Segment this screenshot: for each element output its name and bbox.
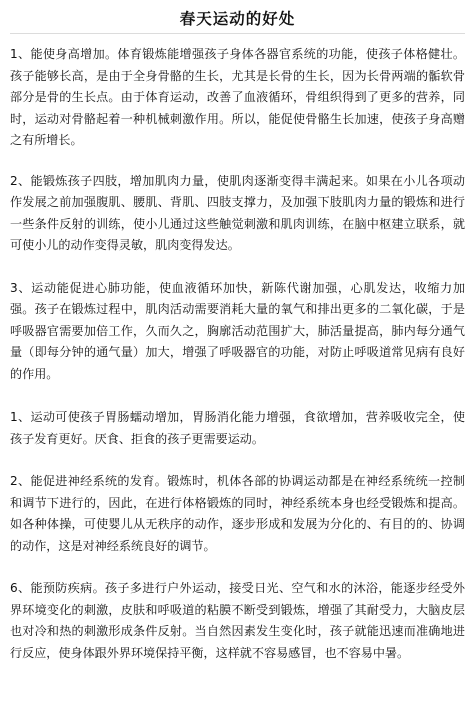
paragraph-digestion: 1、运动可使孩子胃肠蠕动增加，胃肠消化能力增强，食欲增加，营养吸收完全，使孩子发育更好。厌食、拒食的孩子更需要运动。	[10, 410, 465, 446]
paragraph-nervous-system: 2、能促进神经系统的发育。锻炼时，机体各部的协调运动都是在神经系统统一控制和调节下进行的，因此，在进行体格锻炼的同时，神经系统本身也经受锻炼和提高。如各种体操，可使婴儿从无秩序的动作，逐步形成和发展为分化的、有目的的、协调的动作，这是对神经系统良好的调节。	[10, 474, 465, 553]
article-title: 春天运动的好处	[179, 10, 296, 28]
title-bar	[10, 8, 465, 34]
paragraph-height: 1、能使身高增加。体育锻炼能增强孩子身体各器官系统的功能，使孩子体格健壮。孩子能够长高，是由于全身骨骼的生长，尤其是长骨的生长，因为长骨两端的骺软骨部分是骨的生长点。由于体育运动，改善了血液循环，骨组织得到了更多的营养，同时，运动对骨骼起着一种机械刺激作用。所以，能促使骨骼生长加速，使孩子身高赠之有所增长。	[10, 47, 465, 147]
paragraph-limbs: 2、能锻炼孩子四肢，增加肌肉力量，使肌肉逐渐变得丰满起来。如果在小儿各项动作发展之前加强腹肌、腰肌、背肌、四肢支撑力，及加强下肢肌肉力量的锻炼和进行一些条件反射的训练，使小儿通过这些触觉刺激和肌肉训练，在脑中枢建立联系，就可使小儿的动作变得灵敏，肌肉变得发达。	[10, 173, 465, 252]
paragraph-heart-lung: 3、运动能促进心肺功能，使血液循环加快，新陈代谢加强，心肌发达，收缩力加强。孩子在锻炼过程中，肌肉活动需要消耗大量的氧气和排出更多的二氧化碳，于是呼吸器官需要加倍工作，久而久之，胸廓活动范围扩大，肺活量提高，肺内每分通气量（即每分钟的通气量）加大，增强了呼吸器官的功能，对防止呼吸道常见病有良好的作用。	[10, 280, 465, 381]
paragraph-disease-prevention: 6、能预防疾病。孩子多进行户外运动，接受日光、空气和水的沐浴，能逐步经受外界环境变化的刺激，皮肤和呼吸道的粘膜不断受到锻炼，增强了其耐受力，大脑皮层也对冷和热的刺激形成条件反射。当自然因素发生变化时，孩子就能迅速而准确地进行反应，使身体跟外界环境保持平衡，这样就不容易感冒，也不容易中暑。	[10, 581, 465, 660]
